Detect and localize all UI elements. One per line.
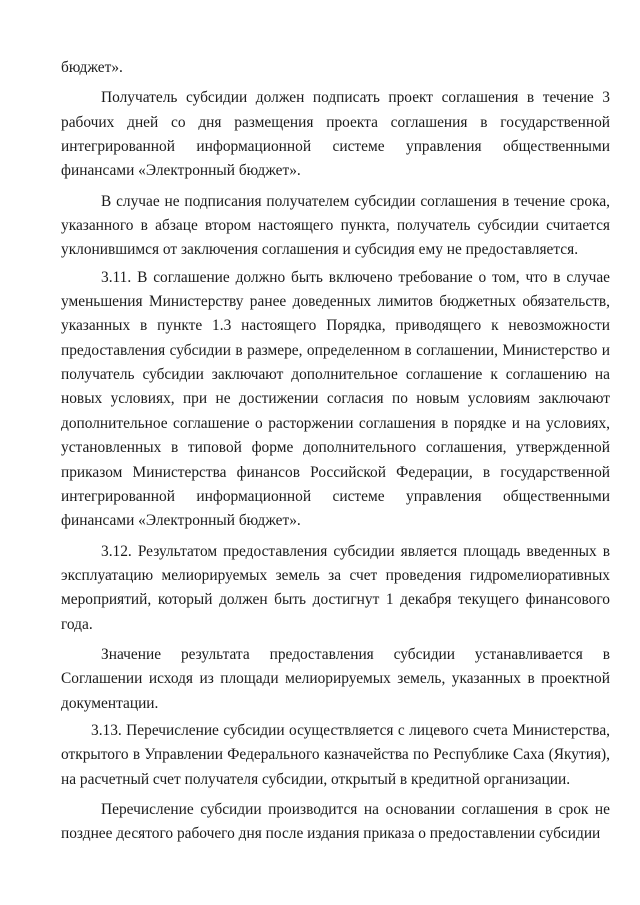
paragraph-result-value: Значение результата предоставления субсидии устанавливается в Соглашении исходя из площади мелиорируемых земель, указанных в проектной документации. <box>61 645 610 712</box>
paragraph-refusal: В случае не подписания получателем субсидии соглашения в течение срока, указанного в абзаце втором настоящего пункта, получатель субсидии считается уклонившимся от заключения соглашения и субсидия ему не предоставляется. <box>61 192 610 259</box>
document-body <box>61 56 610 847</box>
paragraph-sign-deadline: Получатель субсидии должен подписать проект соглашения в течение 3 рабочих дней со дня размещения проекта соглашения в государственной интегрированной информационной системе управления общественными финансами «Электронный бюджет». <box>61 89 610 180</box>
paragraph-3-12: 3.12. Результатом предоставления субсидии является площадь введенных в эксплуатацию мелиорируемых земель за счет проведения гидромелиоративных мероприятий, который должен быть достигнут 1 декабря текущего финансового года. <box>61 542 610 633</box>
paragraph-transfer-basis: Перечисление субсидии производится на основании соглашения в срок не позднее десятого рабочего дня после издания приказа о предоставлении субсидии <box>61 800 610 843</box>
paragraph-3-13: 3.13. Перечисление субсидии осуществляется с лицевого счета Министерства, открытого в Управлении Федерального казначейства по Республике Саха (Якутия), на расчетный счет получателя субсидии, открытый в кредитной организации. <box>61 721 610 788</box>
paragraph-continuation: бюджет». <box>61 59 123 76</box>
paragraph-3-11: 3.11. В соглашение должно быть включено требование о том, что в случае уменьшения Министерству ранее доведенных лимитов бюджетных обязательств, указанных в пункте 1.3 настоящего Порядка, приводящего к невозможности предоставления субсидии в размере, определенном в соглашении, Министерство и получатель субсидии заключают дополнительное соглашение к соглашению на новых условиях, при не достижении согласия по новым условиям заключают дополнительное соглашение о расторжении соглашения в порядке и на условиях, установленных в типовой форме дополнительного соглашения, утвержденной приказом Министерства финансов Российской Федерации, в государственной интегрированной информационной системе управления общественными финансами «Электронный бюджет». <box>61 268 610 530</box>
